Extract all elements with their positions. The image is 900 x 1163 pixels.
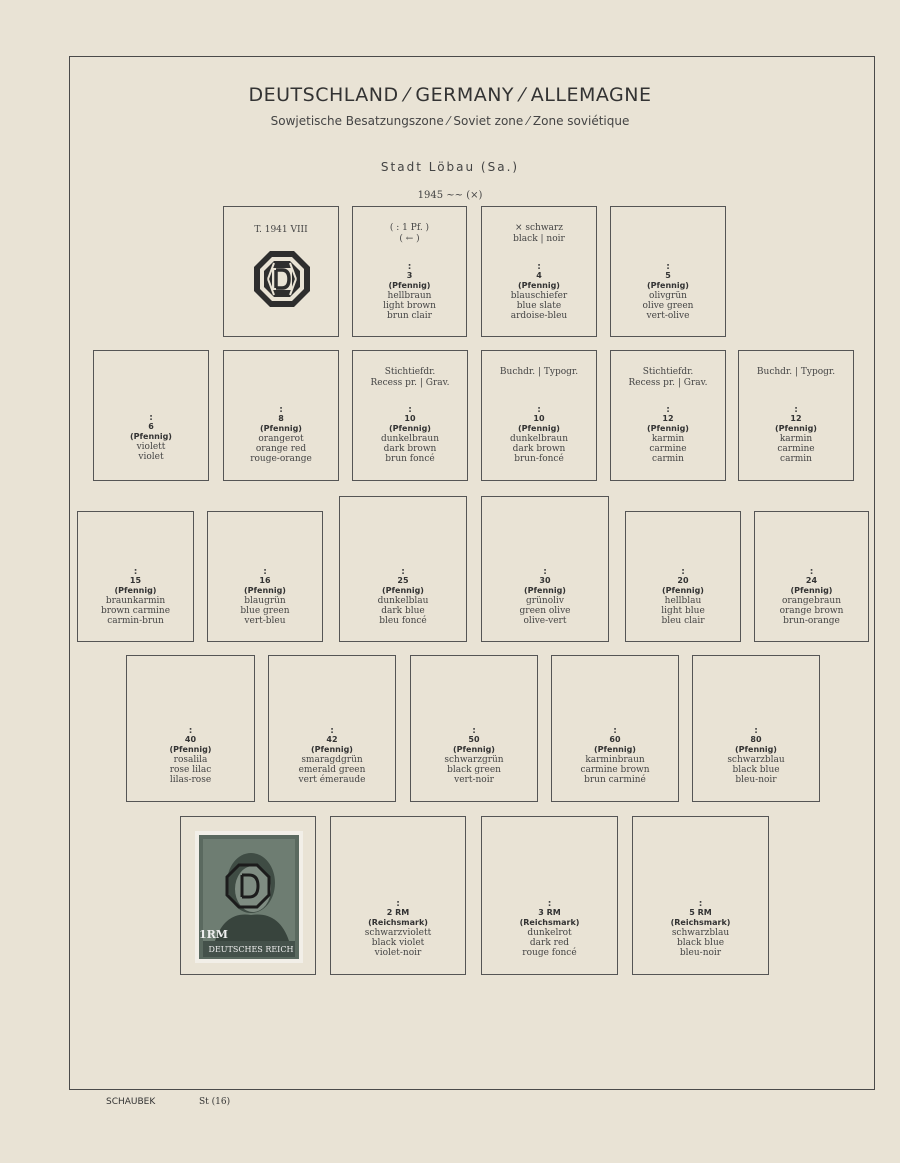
stamp-color-name: green olive: [519, 606, 571, 616]
stamp-unit: (Pfennig): [775, 424, 817, 433]
stamp-color-name: dark red: [529, 938, 570, 948]
stamp-space-s20: [625, 511, 741, 642]
mounted-stamp-box: [180, 816, 316, 975]
stamp-description: [611, 263, 725, 321]
stamp-color-name: grünoliv: [526, 596, 564, 606]
stamp-color-name: black violet: [371, 938, 425, 948]
stamp-value: 3: [406, 271, 413, 280]
stamp-description: [411, 727, 537, 785]
stamp-color-name: rosalila: [173, 755, 208, 765]
stamp-description: [224, 406, 338, 464]
stamp-value: 25: [397, 576, 409, 585]
stamp-color-name: karminbraun: [585, 755, 645, 765]
stamp-space-s6: [93, 350, 209, 481]
stamp-color-name: blaugrün: [244, 596, 286, 606]
stamp-unit: (Pfennig): [735, 745, 777, 754]
catalog-marker: :: [666, 405, 670, 415]
catalog-marker: :: [149, 413, 153, 423]
stamp-color-name: blue green: [240, 606, 290, 616]
print-method-line: Stichtiefdr.: [384, 367, 436, 377]
stamp-space-s25: [339, 496, 467, 642]
stamp-value: 4: [536, 271, 542, 280]
print-method-line: ( : 1 Pf. ): [389, 223, 430, 233]
stamp-space-s42: [268, 655, 396, 802]
catalog-marker: :: [754, 726, 758, 736]
print-method-line: Buchdr. | Typogr.: [499, 367, 579, 377]
stamp-unit: (Pfennig): [594, 745, 636, 754]
stamp-color-name: orange brown: [779, 606, 844, 616]
catalog-marker: :: [809, 567, 814, 577]
stamp-description: [482, 406, 596, 464]
catalog-marker: :: [396, 899, 400, 909]
stamp-value: 80: [750, 735, 762, 744]
stamp-denomination: 1RM: [199, 928, 228, 941]
catalog-marker: :: [666, 262, 670, 272]
stamp-color-name: light blue: [661, 606, 705, 616]
stamp-space-s12a: [610, 350, 726, 481]
stamp-color-name: dark brown: [383, 444, 437, 454]
stamp-color-name: rouge foncé: [522, 948, 577, 958]
stamp-description: [340, 568, 466, 626]
stamp-unit: (Pfennig): [114, 586, 157, 595]
print-method-note: [739, 367, 853, 378]
catalog-marker: :: [537, 262, 541, 272]
catalog-marker: :: [537, 405, 541, 415]
stamp-color-name: dunkelbraun: [380, 434, 440, 444]
stamp-color-name: carmine: [777, 444, 815, 454]
catalog-marker: :: [279, 405, 283, 415]
region-title: Stadt Löbau (Sa.): [380, 160, 520, 174]
stamp-inscription: DEUTSCHES REICH: [208, 945, 294, 954]
stamp-value: 30: [539, 576, 551, 585]
stamp-value: 20: [677, 576, 689, 585]
stamp-color-name: dunkelrot: [527, 928, 572, 938]
stamp-unit: (Pfennig): [453, 745, 495, 754]
stamp-description: [127, 727, 254, 785]
stamp-value: 50: [468, 735, 480, 744]
stamp-color-name: brown carmine: [100, 606, 171, 616]
overprint-emblem-icon: [252, 249, 312, 312]
print-method-line: Stichtiefdr.: [642, 367, 694, 377]
stamp-value: 40: [184, 735, 197, 744]
stamp-color-name: violett: [136, 442, 166, 452]
stamp-value: 15: [129, 576, 142, 585]
stamp-description: [633, 900, 768, 958]
stamp-color-name: bleu-noir: [735, 775, 777, 785]
stamp-value: 5 RM: [689, 908, 712, 917]
stamp-unit: (Pfennig): [524, 586, 566, 595]
stamp-color-name: brun-foncé: [514, 454, 564, 464]
print-method-note: [611, 367, 725, 389]
print-method-note: [482, 223, 596, 245]
stamp-description: [482, 900, 617, 958]
stamp-color-name: hellblau: [664, 596, 702, 606]
stamp-color-name: lilas-rose: [169, 775, 212, 785]
stamp-value: 16: [259, 576, 271, 585]
catalog-marker: :: [407, 262, 412, 272]
stamp-color-name: orange red: [255, 444, 307, 454]
print-method-line: ( ← ): [399, 234, 420, 244]
stamp-space-s50: [410, 655, 538, 802]
stamp-description: [739, 406, 853, 464]
stamp-unit: (Pfennig): [382, 586, 424, 595]
stamp-unit: (Pfennig): [260, 424, 302, 433]
stamp-unit: (Pfennig): [647, 281, 689, 290]
page-subtitle: Sowjetische Besatzungszone ⁄ Soviet zone ⁄ Zone soviétique: [270, 114, 630, 128]
stamp-unit: (Reichsmark): [519, 918, 580, 927]
stamp-description: [331, 900, 465, 958]
stamp-color-name: hellbraun: [387, 291, 432, 301]
stamp-color-name: olive-vert: [523, 616, 567, 626]
stamp-description: [626, 568, 740, 626]
stamp-color-name: black blue: [732, 765, 780, 775]
overprint-sample-box: [223, 206, 339, 337]
stamp-color-name: brun foncé: [385, 454, 435, 464]
stamp-description: [94, 414, 208, 462]
stamp-space-s10a: [352, 350, 468, 481]
stamp-unit: (Reichsmark): [368, 918, 428, 927]
print-method-note: [353, 367, 467, 389]
stamp-color-name: black green: [447, 765, 501, 775]
stamp-color-name: dark brown: [512, 444, 566, 454]
stamp-color-name: vert-noir: [454, 775, 494, 785]
catalog-marker: :: [613, 726, 617, 736]
stamp-value: 60: [609, 735, 621, 744]
stamp-unit: (Pfennig): [518, 281, 560, 290]
print-method-line: × schwarz: [515, 223, 563, 233]
stamp-space-s5: [610, 206, 726, 337]
stamp-color-name: carmin: [652, 454, 684, 464]
stamp-color-name: braunkarmin: [105, 596, 166, 606]
stamp-value: 12: [790, 414, 802, 423]
stamp-space-s8: [223, 350, 339, 481]
stamp-unit: (Pfennig): [662, 586, 704, 595]
stamp-color-name: karmin: [651, 434, 685, 444]
stamp-description: [208, 568, 322, 626]
stamp-value: 24: [805, 576, 818, 585]
sample-label: T. 1941 VIII: [254, 225, 308, 235]
stamp-color-name: bleu-noir: [679, 948, 722, 958]
stamp-value: 12: [662, 414, 674, 423]
stamp-value: 10: [404, 414, 416, 423]
stamp-value: 10: [533, 414, 545, 423]
stamp-value: 5: [665, 271, 671, 280]
catalog-marker: :: [408, 405, 412, 415]
stamp-space-s15: [77, 511, 194, 642]
stamp-unit: (Pfennig): [169, 745, 212, 754]
stamp-color-name: black blue: [676, 938, 725, 948]
stamp-space-s5rm: [632, 816, 769, 975]
stamp-description: [552, 727, 678, 785]
stamp-color-name: vert émeraude: [298, 775, 366, 785]
stamp-space-s16: [207, 511, 323, 642]
stamp-color-name: light brown: [383, 301, 436, 311]
stamp-unit: (Pfennig): [389, 424, 431, 433]
stamp-value: 8: [278, 414, 284, 423]
stamp-color-name: dunkelblau: [377, 596, 429, 606]
catalog-marker: :: [547, 899, 552, 909]
stamp-unit: (Pfennig): [647, 424, 689, 433]
stamp-space-s3rm: [481, 816, 618, 975]
stamp-color-name: bleu foncé: [379, 616, 427, 626]
issue-year: 1945 ~~ (×): [417, 190, 483, 201]
page-title: DEUTSCHLAND ⁄ GERMANY ⁄ ALLEMAGNE: [248, 84, 652, 106]
stamp-color-name: violet: [138, 452, 164, 462]
catalog-marker: :: [794, 405, 798, 415]
stamp-space-s60: [551, 655, 679, 802]
stamp-color-name: orangebraun: [782, 596, 841, 606]
stamp-color-name: blauschiefer: [510, 291, 568, 301]
stamp-value: 2 RM: [386, 908, 410, 917]
stamp-description: [353, 263, 466, 321]
stamp-space-s24: [754, 511, 869, 642]
stamp-description: [269, 727, 395, 785]
catalog-marker: :: [188, 726, 193, 736]
print-method-line: black | noir: [513, 234, 565, 244]
stamp-color-name: rouge-orange: [250, 454, 312, 464]
stamp-color-name: carmine brown: [580, 765, 650, 775]
stamp-color-name: carmin-brun: [107, 616, 164, 626]
catalog-marker: :: [263, 567, 267, 577]
stamp-color-name: olivgrün: [649, 291, 687, 301]
publisher-name: SCHAUBEK: [106, 1097, 156, 1107]
stamp-space-s80: [692, 655, 820, 802]
stamp-color-name: olive green: [642, 301, 694, 311]
stamp-color-name: carmine: [649, 444, 687, 454]
catalog-marker: :: [133, 567, 138, 577]
stamp-color-name: brun clair: [387, 311, 432, 321]
stamp-unit: (Pfennig): [311, 745, 353, 754]
stamp-unit: (Pfennig): [130, 432, 172, 441]
stamp-description: [78, 568, 193, 626]
stamp-color-name: schwarzgrün: [444, 755, 504, 765]
stamp-value: 3 RM: [538, 908, 561, 917]
print-method-note: [482, 367, 596, 378]
stamp-color-name: bleu clair: [661, 616, 705, 626]
stamp-unit: (Pfennig): [244, 586, 286, 595]
catalog-marker: :: [472, 726, 476, 736]
stamp-color-name: vert-bleu: [244, 616, 286, 626]
stamp-description: [482, 568, 608, 626]
stamp-color-name: violet-noir: [374, 948, 422, 958]
stamp-color-name: blue slate: [516, 301, 562, 311]
stamp-value: 42: [326, 735, 338, 744]
stamp-space-s3: [352, 206, 467, 337]
stamp-color-name: brun-orange: [783, 616, 840, 626]
print-method-line: Recess pr. | Grav.: [370, 378, 450, 388]
stamp-unit: (Pfennig): [518, 424, 560, 433]
stamp-space-s2rm: [330, 816, 466, 975]
stamp-color-name: schwarzblau: [671, 928, 730, 938]
stamp-space-s30: [481, 496, 609, 642]
stamp-unit: (Pfennig): [388, 281, 431, 290]
catalog-marker: :: [401, 567, 405, 577]
stamp-description: [353, 406, 467, 464]
stamp-color-name: smaragdgrün: [301, 755, 363, 765]
catalog-marker: :: [330, 726, 334, 736]
stamp-space-s40: [126, 655, 255, 802]
stamp-description: [755, 568, 868, 626]
stamp-color-name: dunkelbraun: [509, 434, 569, 444]
stamp-unit: (Reichsmark): [670, 918, 731, 927]
stamp-color-name: dark blue: [381, 606, 425, 616]
stamp-value: 6: [148, 422, 154, 431]
stamp-color-name: ardoise-bleu: [510, 311, 568, 321]
stamp-color-name: schwarzviolett: [364, 928, 432, 938]
catalog-marker: :: [698, 899, 703, 909]
catalog-marker: :: [681, 567, 685, 577]
stamp-description: [482, 263, 596, 321]
stamp-description: [611, 406, 725, 464]
print-method-line: Recess pr. | Grav.: [628, 378, 708, 388]
stamp-color-name: brun carminé: [584, 775, 646, 785]
stamp-color-name: karmin: [779, 434, 813, 444]
stamp-space-s10b: [481, 350, 597, 481]
stamp-space-s12b: [738, 350, 854, 481]
catalog-marker: :: [543, 567, 547, 577]
stamp-space-s4: [481, 206, 597, 337]
print-method-note: [353, 223, 466, 245]
stamp-color-name: emerald green: [298, 765, 366, 775]
print-method-line: Buchdr. | Typogr.: [756, 367, 836, 377]
stamp-color-name: carmin: [780, 454, 812, 464]
stamp-color-name: rose lilac: [169, 765, 212, 775]
stamp-color-name: orangerot: [258, 434, 304, 444]
page-number: St (16): [199, 1097, 231, 1107]
stamp-unit: (Pfennig): [790, 586, 833, 595]
stamp-color-name: vert-olive: [646, 311, 690, 321]
stamp-description: [693, 727, 819, 785]
stamp-color-name: schwarzblau: [727, 755, 785, 765]
